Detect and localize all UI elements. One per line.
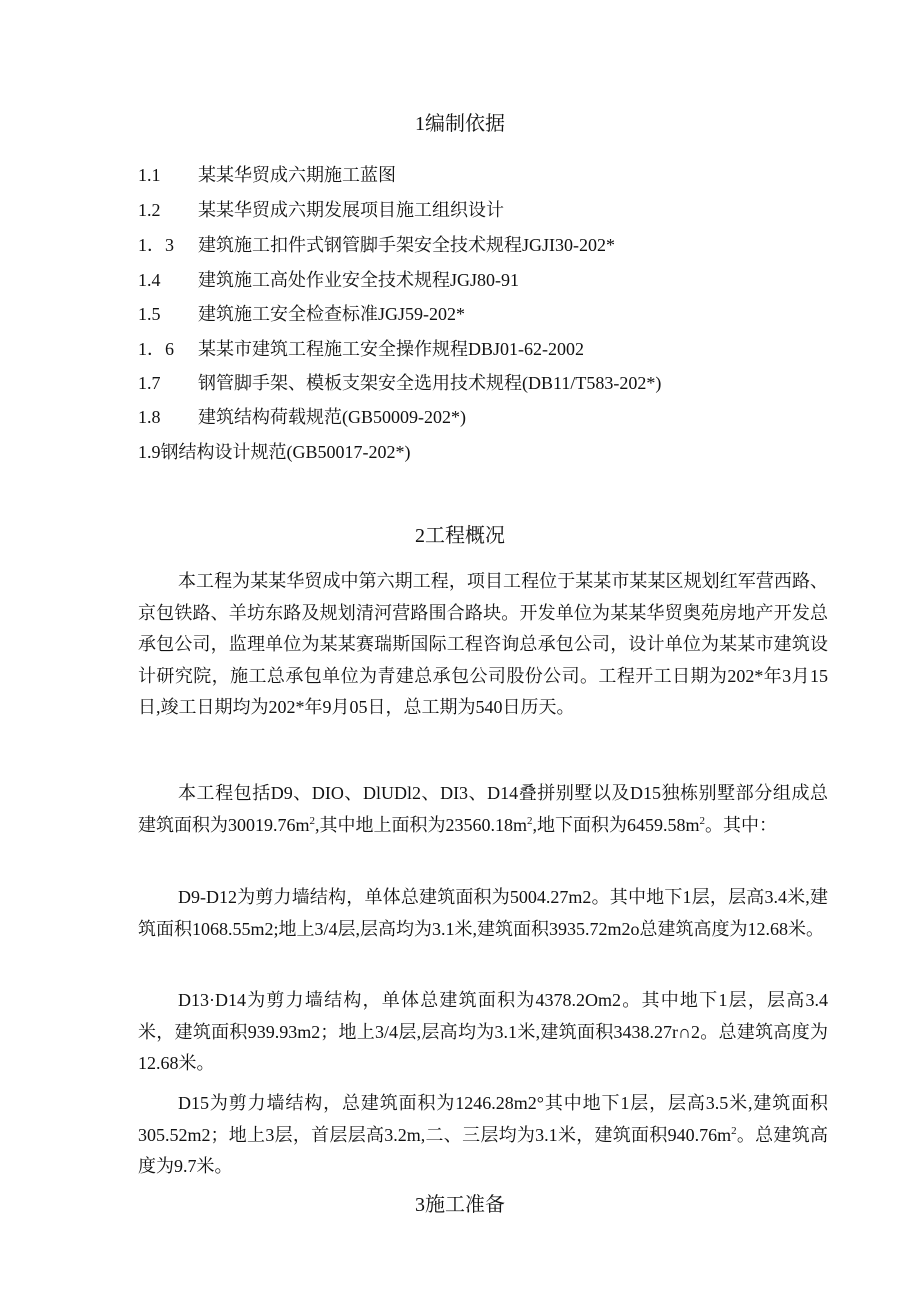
overview-paragraph-2	[138, 778, 828, 841]
reference-number: 1.8	[138, 407, 161, 427]
reference-item-1-6	[138, 337, 584, 361]
superscript: 2	[731, 1124, 737, 1137]
paragraph-text: 。其中：	[705, 814, 778, 835]
reference-item-1-4	[138, 268, 519, 292]
reference-text: 某某市建筑工程施工安全操作规程DBJ01-62-2002	[198, 339, 584, 359]
reference-text: 建筑施工高处作业安全技术规程JGJ80-91	[198, 270, 520, 290]
overview-paragraph-3: D9-D12为剪力墙结构，单体总建筑面积为5004.27m2。其中地下1层，层高3.4米,建筑面积1068.55m2;地上3/4层,层高均为3.1米,建筑面积3935.72m2o总建筑高度为12.68米。	[138, 887, 828, 939]
paragraph-text: 本工程包括D9、DIO、DlUDl2、DI3、D14叠拼别墅以及D15独栋别墅部分组成总建筑面积为30019.76m	[138, 783, 828, 835]
reference-number: 1.2	[138, 200, 161, 220]
reference-number: 1.7	[138, 373, 161, 393]
reference-item-1-9	[138, 440, 411, 464]
paragraph-text: ,地下面积为6459.58m	[532, 814, 700, 835]
reference-item-1-7	[138, 371, 661, 395]
overview-paragraph-1: 本工程为某某华贸成中第六期工程，项目工程位于某某市某某区规划红军营西路、京包铁路、羊坊东路及规划清河营路围合路块。开发单位为某某华贸奥苑房地产开发总承包公司，监理单位为某某赛瑞斯国际工程咨询总承包公司，设计单位为某某市建筑设计研究院，施工总承包单位为青建总承包公司股份公司。工程开工日期为202*年3月15日,竣工日期均为202*年9月05日，总工期为540日历天。	[138, 571, 828, 718]
reference-text: 建筑施工安全检查标准JGJ59-202*	[198, 304, 466, 324]
overview-paragraph-5	[138, 1088, 828, 1183]
superscript: 2	[309, 814, 316, 827]
reference-item-1-8	[138, 405, 466, 429]
reference-text: 建筑施工扣件式钢管脚手架安全技术规程JGJI30-202*	[198, 235, 615, 255]
reference-number: 1.4	[138, 270, 161, 290]
paragraph-text: D15为剪力墙结构，总建筑面积为1246.28m2°其中地下1层，层高3.5米,建筑面积305.52m2；地上3层，首层层高3.2m,二、三层均为3.1米，建筑面积940.76m	[138, 1093, 828, 1145]
reference-number: 1.5	[138, 304, 161, 324]
superscript: 2	[699, 814, 706, 827]
reference-text: 钢管脚手架、模板支架安全选用技术规程(DB11/T583-202*)	[198, 373, 662, 393]
reference-item-1-1	[138, 163, 396, 187]
reference-item-1-3	[138, 233, 615, 257]
paragraph-text: 。总建筑高度为9.7米。	[138, 1124, 828, 1177]
section-3-heading: 3施工准备	[415, 1194, 505, 1216]
reference-text: 钢结构设计规范(GB50017-202*)	[160, 442, 411, 462]
reference-number: 1.1	[138, 165, 161, 185]
reference-text: 某某华贸成六期施工蓝图	[198, 165, 396, 185]
reference-text: 建筑结构荷载规范(GB50009-202*)	[198, 407, 466, 427]
reference-text: 某某华贸成六期发展项目施工组织设计	[198, 200, 504, 220]
superscript: 2	[527, 814, 533, 827]
reference-number: 1.9	[138, 442, 161, 462]
overview-paragraph-4: D13·D14为剪力墙结构，单体总建筑面积为4378.2Om2。其中地下1层，层高3.4米，建筑面积939.93m2；地上3/4层,层高均为3.1米,建筑面积3438.27r∩2。总建筑高度为12.68米。	[138, 990, 828, 1074]
paragraph-text: ,其中地上面积为23560.18m	[315, 814, 528, 835]
reference-item-1-5	[138, 302, 465, 326]
reference-item-1-2	[138, 198, 504, 222]
section-2-heading: 2工程概况	[415, 525, 505, 547]
reference-number: 1．3	[138, 235, 174, 255]
reference-number: 1．6	[138, 339, 174, 359]
section-1-heading: 1编制依据	[415, 113, 505, 135]
